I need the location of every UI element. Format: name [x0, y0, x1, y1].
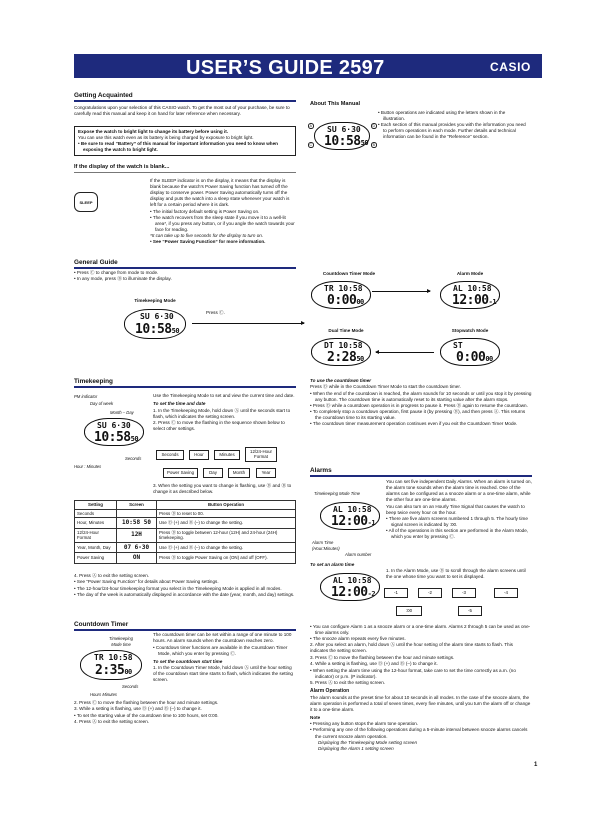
- settings-table: [74, 500, 296, 564]
- alarm-seq-box: :00: [396, 606, 422, 616]
- mode-label-dual-time: Dual Time Mode: [328, 328, 364, 333]
- seq-box: Day: [203, 468, 223, 478]
- blank-text: [150, 178, 296, 246]
- table-row: Power Saving ON Press Ⓓ to toggle Power Saving on (ON) and off (OFF).: [75, 553, 296, 564]
- about-text: [378, 110, 528, 140]
- battery-notice-text: You can use this watch even as its battery is being charged by exposure to bright light.: [78, 135, 254, 141]
- section-rule: [74, 100, 296, 102]
- blank-bullet: • The initial factory default setting is Power Saving on.: [150, 209, 296, 215]
- mode-label-timekeeping: Timekeeping Mode: [134, 298, 176, 303]
- about-bullet: • Each section of this manual provides you with the information you need to perform operations in each mode. Further details and technical information can be found in the “Reference” section.: [378, 122, 528, 140]
- alarm-seq-box: -1: [384, 588, 408, 598]
- section-rule: [310, 475, 532, 477]
- watch-alarm-setting: AL 10:58 12:00-2: [320, 573, 380, 601]
- alarm-seq-box: -4: [494, 588, 518, 598]
- button-d-icon: D: [372, 124, 375, 128]
- seq-box: 12/24-Hour Format: [245, 447, 277, 462]
- arrow: [372, 291, 430, 292]
- label-alarm-number: Alarm number: [345, 552, 372, 557]
- press-c-label: Press Ⓒ.: [206, 310, 225, 315]
- watch-diagram-buttons: [309, 122, 375, 150]
- section-rule: [74, 386, 296, 388]
- subheading: To set the time and date: [153, 401, 206, 407]
- subheading: Alarm Operation: [310, 687, 350, 694]
- battery-notice-box: [74, 126, 296, 156]
- subheading: To use the countdown timer: [310, 378, 372, 383]
- alarm-seq-box: -2: [418, 588, 442, 598]
- watch-main-display: 10:5850: [324, 134, 369, 149]
- button-b-icon: B: [372, 143, 375, 147]
- timekeeping-text: Use the Timekeeping Mode to set and view the current time and date. To set the time and date 1. In the Timekeeping Mode, hold down Ⓐ until the seconds start to flash, which indicates the setting screen. 2. Press Ⓒ to move the flashing in the sequence shown below to select other settings.: [153, 393, 295, 432]
- page-title: USER’S GUIDE 2597: [186, 57, 385, 79]
- countdown-text: The countdown timer can be set within a range of one minute to 100 hours. An alarm sounds when the countdown reaches zero. • Countdown timer functions are available in the Countdown Timer Mode, which you enter by pressing Ⓒ. To set the countdown start time 1. In the Countdown Timer Mode, hold down Ⓐ until the hour setting of the countdown start time starts to flash, which indicates the setting screen.: [153, 632, 296, 684]
- label-hour-minutes: Hour : Minutes: [74, 464, 102, 469]
- table-header: Button Operation: [157, 501, 296, 510]
- label-timekeeping-time: Timekeeping Mode time: [109, 636, 133, 647]
- about-bullet: • Button operations are indicated using the letters shown in the illustration.: [378, 110, 528, 122]
- watch-stopwatch: ST 0:0000: [440, 338, 500, 366]
- alarm-steps: • You can configure Alarm 1 as a snooze alarm or a one-time alarm. Alarms 2 through 5 can be used as one-time alarms only. • The snooze alarm repeats every five minutes. 2. After you select an alarm, hold down Ⓐ until the hour setting of the alarm time starts to flash. This indicates the setting screen. 3. Press Ⓒ to move the flashing between the hour and minute settings. 4. While a setting is flashing, use Ⓓ (+) and Ⓑ (–) to change it. • When setting the alarm time using the 12-hour format, take care to set the time correctly as a.m. (no indicator) or p.m. (P indicator). 5. Press Ⓐ to exit the setting screen. Alarm Operation The alarm sounds at the preset time for about 10 seconds in all modes. In the case of the snooze alarm, the alarm operation is performed a total of seven times, every five minutes, until you turn the alarm off or change it to a one-time alarm. Note • Pressing any button stops the alarm tone operation. • Performing any one of the following operations during a 5-minute interval between snooze alarms cancels the current snooze alarm operation. Displaying the Timekeeping Mode setting screen Displaying the Alarm 1 setting screen: [310, 624, 532, 753]
- table-row: Seconds Press Ⓓ to reset to 00.: [75, 509, 296, 518]
- table-row: Year, Month, Day 07 6-30 Use Ⓓ (+) and Ⓑ (–) to change the setting.: [75, 542, 296, 553]
- label-month-day: Month – Day: [110, 410, 134, 415]
- arrow: [376, 352, 434, 353]
- seq-box: Year: [256, 468, 276, 478]
- watch-countdown: TR 10:58 0:0000: [311, 281, 371, 309]
- section-rule: [74, 267, 296, 269]
- table-row: 12/24-Hour Format 12H Press Ⓓ to toggle between 12-hour (12H) and 24-hour (24H) timekeeping.: [75, 528, 296, 542]
- blank-paragraph: If the SLEEP indicator is on the display, it means that the display is blank because the watch's Power Saving function has turned off the display to conserve power. Power Saving automatically turns off the display and puts the watch into a sleep state whenever your watch is left for a certain period where it is dark.: [150, 178, 290, 208]
- seq-box: Month: [228, 468, 250, 478]
- button-a-icon: A: [309, 124, 312, 128]
- arrow: [192, 323, 304, 324]
- note-heading: Note: [310, 714, 321, 720]
- casio-logo: CASIO: [489, 60, 531, 74]
- label-alarm-time: Alarm Time (Hour:Minutes): [312, 540, 340, 551]
- subheading: To set an alarm time: [310, 562, 355, 567]
- timekeeping-step3: 3. When the setting you want to change is flashing, use Ⓓ and Ⓑ to change it as described below.: [153, 483, 292, 495]
- timekeeping-notes: 4. Press Ⓐ to exit the setting screen. • See “Power Saving Function” for details about Power Saving settings. • The 12-hour/24-hour timekeeping format you select in the Timekeeping Mode is applied in all modes. • The day of the week is automatically displayed in accordance with the date (year, month, and day) settings.: [74, 573, 296, 598]
- seq-box: Seconds: [156, 450, 184, 460]
- intro-paragraph: Congratulations upon your selection of this CASIO watch. To get the most out of your purchase, be sure to carefully read this manual and keep it on hand for later reference when necessary.: [74, 105, 290, 117]
- watch-dual-time: DT 10:58 2:2850: [311, 338, 371, 366]
- section-heading-about: About This Manual: [310, 101, 361, 107]
- blank-see: • See “Power Saving Function” for more information.: [150, 239, 266, 245]
- section-heading-blank: If the display of the watch is blank...: [74, 164, 170, 170]
- mode-label-alarm: Alarm Mode: [456, 271, 484, 276]
- general-text: [74, 270, 274, 282]
- label-seconds: Seconds: [122, 684, 139, 689]
- watch-alarm-detail: AL 10:58 12:00-1: [320, 502, 380, 530]
- label-pm-indicator: PM indicator: [74, 394, 98, 399]
- alarms-text: You can set five independent Daily Alarms. When an alarm is turned on, the alarm tone sounds when the alarm time is reached. One of the alarms can be configured as a snooze alarm or a one-time alarm, while the other four are one-time alarms. You can also turn on an Hourly Time Signal that causes the watch to beep twice every hour on the hour. • There are five alarm screens numbered 1 through 5. The hourly time signal screen is indicated by :00. • All of the operations in this section are performed in the Alarm Mode, which you enter by pressing Ⓒ.: [386, 479, 532, 540]
- mode-label-stopwatch: Stopwatch Mode: [451, 328, 489, 333]
- blank-note: *It can take up to five seconds for the display to turn on.: [150, 232, 264, 238]
- section-heading-alarms: Alarms: [310, 467, 332, 474]
- battery-notice-bold: Expose the watch to bright light to change its battery before using it.: [78, 129, 229, 134]
- alarm-step1: 1. In the Alarm Mode, use Ⓓ to scroll through the alarm screens until the one whose time you want to set is displayed.: [386, 568, 526, 580]
- watch-top-display: SU 6·30: [327, 125, 361, 134]
- battery-notice-bullet: • Be sure to read “Battery” of this manual for important information you need to know when exposing the watch to bright light.: [78, 141, 278, 153]
- countdown-steps: 2. Press Ⓒ to move the flashing between the hour and minute settings. 3. While a setting is flashing, use Ⓓ (+) and Ⓑ (–) to change it. • To set the starting value of the countdown time to 100 hours, set 0:00. 4. Press Ⓐ to exit the setting screen.: [74, 700, 296, 725]
- mode-label-countdown: Countdown Timer Mode: [322, 271, 376, 276]
- button-c-icon: C: [309, 143, 312, 147]
- sleep-indicator-icon: SLEEP: [74, 192, 98, 212]
- countdown-use: To use the countdown timer Press Ⓓ while in the Countdown Timer Mode to start the countdown timer. • When the end of the countdown is reached, the alarm sounds for 10 seconds or until you stop it by pressing any button. The countdown time is automatically reset to its starting value after the alarm stops. • Press Ⓓ while a countdown operation is in progress to pause it. Press Ⓓ again to resume the countdown. • To completely stop a countdown operation, first pause it (by pressing Ⓓ), and then press Ⓐ. This returns the countdown time to its starting value. • The countdown timer measurement operation continues even if you exit the Countdown Timer Mode.: [310, 378, 532, 427]
- section-heading-general-guide: General Guide: [74, 259, 118, 266]
- watch-timekeeping-detail: SU 6·30 10:5850: [84, 418, 144, 446]
- alarm-seq-box: -5: [458, 606, 482, 616]
- watch-countdown-detail: TR 10:58 2:3500: [80, 650, 142, 680]
- section-heading-getting-acquainted: Getting Acquainted: [74, 92, 133, 99]
- seq-box: Hour: [189, 450, 209, 460]
- label-timekeeping-mode-time: Timekeeping Mode Time: [314, 491, 361, 496]
- page-number: 1: [534, 762, 538, 768]
- subheading: To set the countdown start time: [153, 658, 223, 664]
- section-rule: [74, 629, 296, 631]
- seq-box: Power Saving: [163, 468, 198, 478]
- section-heading-timekeeping: Timekeeping: [74, 378, 113, 385]
- table-row: Hour, Minutes 10:58 50 Use Ⓓ (+) and Ⓑ (–) to change the setting.: [75, 518, 296, 529]
- watch-timekeeping: SU 6·30 10:5850: [124, 309, 186, 339]
- header-banner: [74, 54, 542, 78]
- section-heading-countdown: Countdown Timer: [74, 621, 129, 628]
- general-bullet: • In any mode, press Ⓑ to illuminate the display.: [74, 276, 274, 282]
- section-rule: [74, 172, 296, 173]
- alarm-seq-box: -3: [452, 588, 476, 598]
- seq-box: Minutes: [214, 450, 240, 460]
- label-seconds: Seconds: [125, 456, 142, 461]
- label-hours-minutes: Hours Minutes: [90, 692, 117, 697]
- general-bullet: • Press Ⓒ to change from mode to mode.: [74, 270, 274, 276]
- blank-bullet: • The watch recovers from the sleep state if you move it to a well-lit area*, if you press any button, or if you angle the watch towards your face for reading.: [150, 215, 296, 233]
- label-day-of-week: Day of week: [90, 401, 114, 406]
- table-header: Setting: [75, 501, 117, 510]
- table-header: Screen: [117, 501, 157, 510]
- watch-alarm: AL 10:58 12:00-1: [440, 281, 500, 309]
